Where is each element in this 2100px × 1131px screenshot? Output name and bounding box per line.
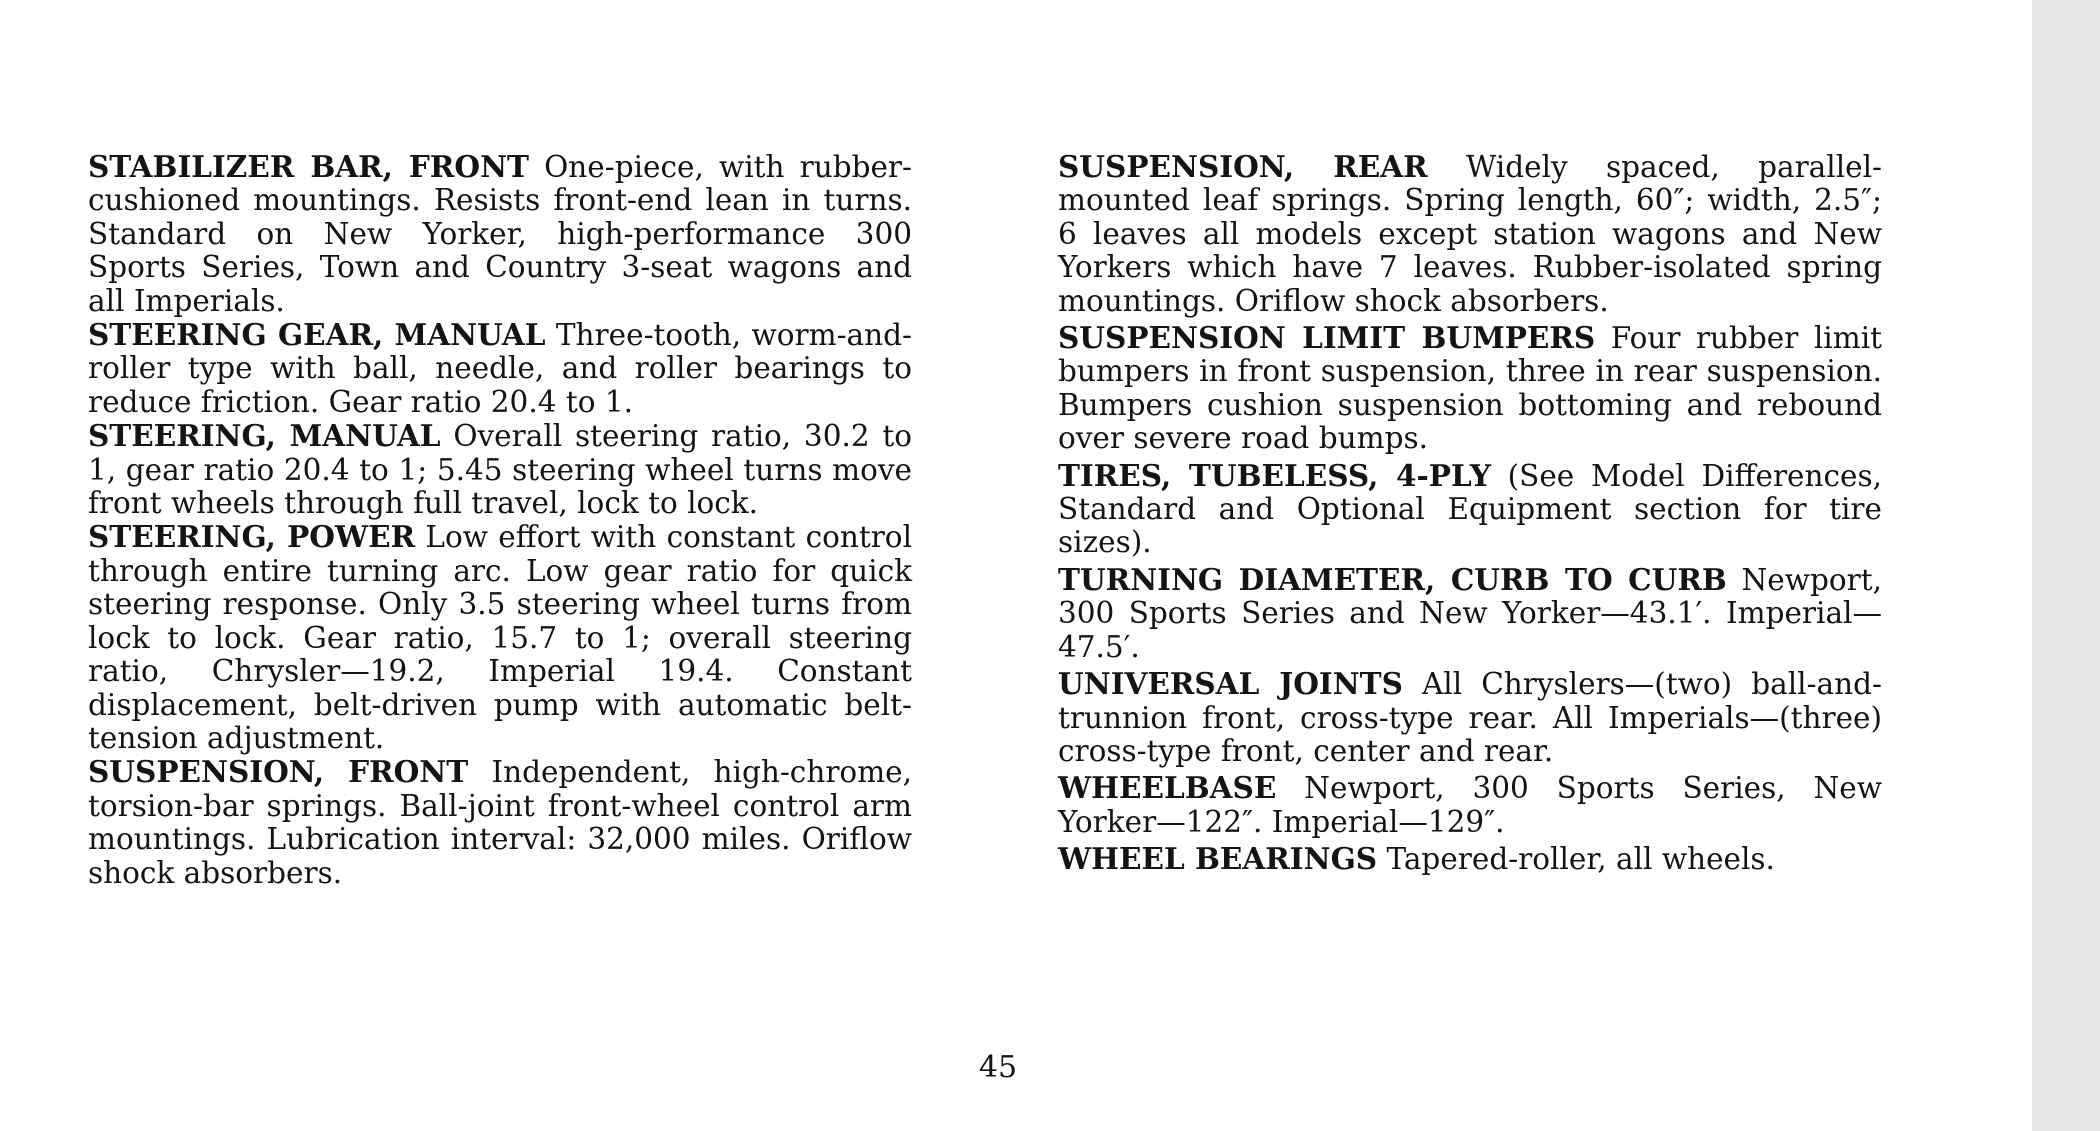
spec-term: TIRES, TUBELESS, 4-PLY bbox=[1058, 457, 1491, 493]
spec-term: SUSPENSION, REAR bbox=[1058, 149, 1428, 184]
spec-text: Independent, high-chrome, torsion-bar springs. Ball-joint front-wheel control arm mountings. Lubrication interval: 32,000 miles. Oriflow shock absorbers. bbox=[88, 755, 912, 890]
spec-entry-steering-gear-manual bbox=[88, 318, 912, 419]
spec-entry-wheelbase bbox=[1058, 771, 1882, 839]
spec-entry-suspension-limit-bumpers bbox=[1058, 321, 1882, 456]
spec-term: WHEEL BEARINGS bbox=[1058, 841, 1378, 877]
spec-entry-suspension-rear bbox=[1058, 150, 1882, 318]
page-number: 45 bbox=[978, 1050, 1018, 1085]
spec-term: UNIVERSAL JOINTS bbox=[1058, 666, 1403, 702]
spec-term: TURNING DIAMETER, CURB TO CURB bbox=[1058, 561, 1727, 597]
spec-text: Newport, 300 Sports Series, New Yorker—122″. Imperial—129″. bbox=[1058, 771, 1882, 839]
spec-entry-turning-diameter bbox=[1058, 563, 1882, 664]
spec-text: Tapered-roller, all wheels. bbox=[1377, 842, 1775, 877]
spec-entry-stabilizer-bar-front bbox=[88, 150, 912, 318]
spec-entry-steering-power bbox=[88, 520, 912, 755]
spec-term: STABILIZER BAR, FRONT bbox=[88, 149, 530, 184]
spec-term: STEERING, MANUAL bbox=[88, 418, 441, 454]
spec-term: SUSPENSION, FRONT bbox=[88, 754, 469, 790]
spec-text: Newport, 300 Sports Series and New Yorker—43.1′. Imperial—47.5′. bbox=[1058, 562, 1882, 664]
spec-entry-universal-joints bbox=[1058, 667, 1882, 768]
spec-entry-tires-tubeless bbox=[1058, 459, 1882, 560]
spec-term: SUSPENSION LIMIT BUMPERS bbox=[1058, 320, 1596, 356]
spec-text: All Chryslers—(two) ball-and-trunnion front, cross-type rear. All Imperials—(three) cross-type front, center and rear. bbox=[1058, 667, 1882, 768]
spec-term: STEERING, POWER bbox=[88, 519, 416, 555]
spec-text: Widely spaced, parallel-mounted leaf springs. Spring length, 60″; width, 2.5″; 6 leaves all models except station wagons and New Yorkers which have 7 leaves. Rubber-isolated spring mountings. Oriflow shock absorbers. bbox=[1058, 150, 1882, 318]
left-column bbox=[88, 150, 912, 890]
scan-margin bbox=[2032, 0, 2100, 1131]
spec-term: WHEELBASE bbox=[1058, 770, 1277, 806]
spec-entry-wheel-bearings bbox=[1058, 842, 1882, 876]
spec-text: One-piece, with rubber-cushioned mountings. Resists front-end lean in turns. Standard on New Yorker, high-performance 300 Sports Series, Town and Country 3-seat wagons and all Imperials. bbox=[88, 150, 912, 318]
spec-entry-steering-manual bbox=[88, 419, 912, 520]
spec-text: Three-tooth, worm-and-roller type with ball, needle, and roller bearings to reduce friction. Gear ratio 20.4 to 1. bbox=[88, 318, 912, 419]
spec-text: (See Model Differences, Standard and Optional Equipment section for tire sizes). bbox=[1058, 458, 1882, 560]
spec-text: Four rubber limit bumpers in front suspension, three in rear suspension. Bumpers cushion suspension bottoming and rebound over severe road bumps. bbox=[1058, 321, 1882, 456]
right-column bbox=[1058, 150, 1882, 880]
spec-term: STEERING GEAR, MANUAL bbox=[88, 317, 546, 353]
spec-text: Low effort with constant control through entire turning arc. Low gear ratio for quick steering response. Only 3.5 steering wheel turns from lock to lock. Gear ratio, 15.7 to 1; overall steering ratio, Chrysler—19.2, Imperial 19.4. Constant displacement, belt-driven pump with automatic belt-tension adjustment. bbox=[88, 520, 913, 755]
spec-text: Overall steering ratio, 30.2 to 1, gear ratio 20.4 to 1; 5.45 steering wheel turns move front wheels through full travel, lock to lock. bbox=[88, 419, 912, 521]
spec-entry-suspension-front bbox=[88, 755, 912, 890]
